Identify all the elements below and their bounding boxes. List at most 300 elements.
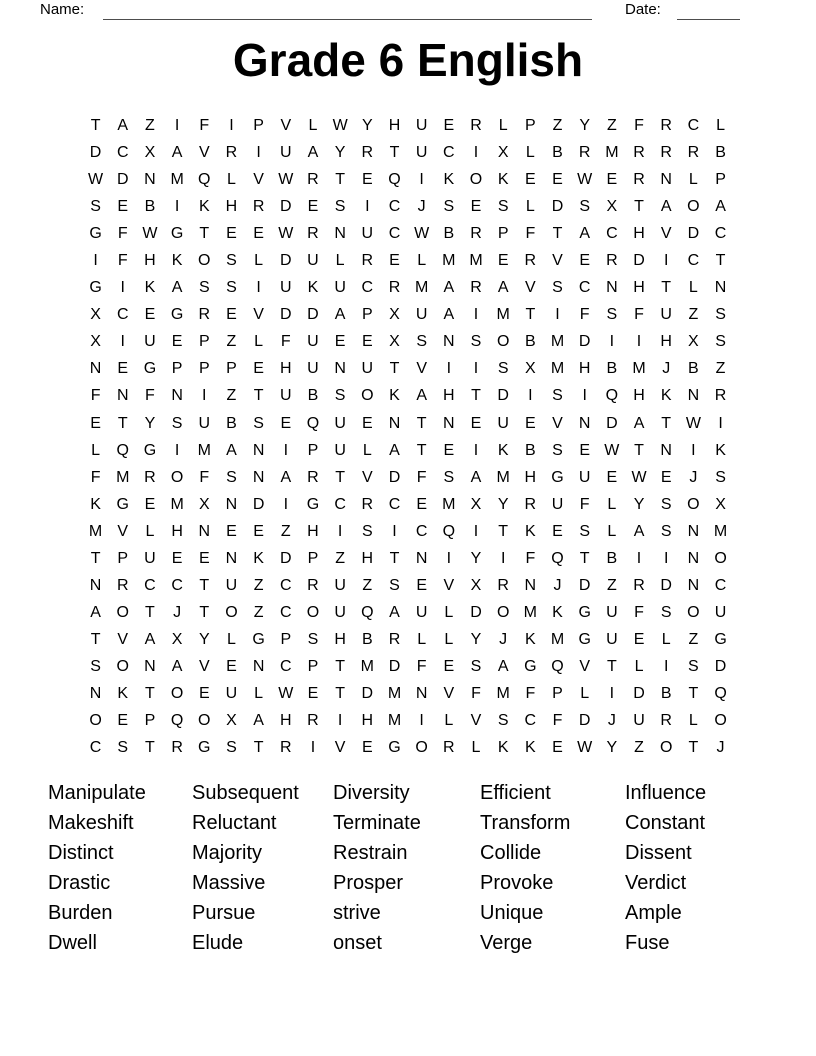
grid-cell: L <box>525 198 535 216</box>
grid-cell: Z <box>362 576 373 594</box>
grid-cell: D <box>388 468 401 486</box>
grid-cell: A <box>633 414 645 432</box>
grid-cell: T <box>498 522 509 540</box>
grid-cell: V <box>443 576 455 594</box>
grid-cell: U <box>307 360 319 378</box>
grid-cell: F <box>471 684 481 702</box>
grid-cell: P <box>280 630 292 648</box>
grid-cell: T <box>199 576 210 594</box>
grid-cell: F <box>117 225 128 243</box>
grid-cell: K <box>198 198 210 216</box>
grid-cell: H <box>144 252 156 270</box>
grid-cell: O <box>496 603 510 621</box>
grid-cell: T <box>253 387 264 405</box>
grid-cell: R <box>144 468 156 486</box>
grid-cell: K <box>171 252 183 270</box>
grid-cell: D <box>633 684 645 702</box>
grid-cell: A <box>660 198 672 216</box>
grid-cell: I <box>663 252 669 270</box>
grid-cell: A <box>579 225 591 243</box>
grid-cell: T <box>90 549 101 567</box>
grid-cell: D <box>280 306 292 324</box>
grid-cell: W <box>88 171 104 189</box>
grid-cell: V <box>198 657 210 675</box>
grid-cell: I <box>93 252 98 270</box>
grid-row <box>82 220 734 247</box>
grid-cell: G <box>170 306 184 324</box>
grid-cell: M <box>496 684 510 702</box>
grid-cell: S <box>606 306 618 324</box>
grid-cell: W <box>332 117 348 134</box>
word-bank-item: Collide <box>480 841 542 864</box>
grid-cell: U <box>144 549 156 567</box>
grid-cell: M <box>605 144 619 162</box>
grid-cell: H <box>388 117 401 134</box>
grid-cell: N <box>660 171 672 189</box>
grid-cell: L <box>226 630 236 648</box>
grid-cell: V <box>334 739 346 757</box>
grid-cell: T <box>715 252 726 270</box>
grid-cell: C <box>388 198 401 216</box>
grid-cell: M <box>713 522 728 540</box>
grid-cell: X <box>470 495 482 513</box>
grid-cell: L <box>254 252 264 270</box>
grid-cell: L <box>444 630 454 648</box>
grid-cell: A <box>334 306 346 324</box>
grid-cell: A <box>715 198 726 216</box>
grid-cell: A <box>389 441 400 459</box>
grid-cell: A <box>171 657 183 675</box>
grid-cell: L <box>688 279 698 297</box>
grid-cell: F <box>579 306 590 324</box>
grid-cell: I <box>718 414 723 432</box>
grid-cell: E <box>579 252 591 270</box>
grid-cell: R <box>470 225 482 243</box>
grid-cell: A <box>171 144 183 162</box>
grid-cell: L <box>580 684 590 702</box>
grid-cell: P <box>226 360 237 378</box>
grid-row <box>82 734 734 761</box>
grid-cell: I <box>663 657 669 675</box>
grid-cell: C <box>578 279 591 297</box>
grid-cell: I <box>446 549 452 567</box>
grid-cell: F <box>416 468 427 486</box>
grid-cell: R <box>660 117 672 134</box>
grid-cell: W <box>278 171 294 189</box>
grid-cell: G <box>143 360 157 378</box>
grid-cell: N <box>89 684 102 702</box>
grid-cell: N <box>89 576 102 594</box>
grid-cell: C <box>144 576 156 594</box>
grid-cell: C <box>415 522 428 540</box>
grid-cell: N <box>415 549 428 567</box>
grid-cell: Z <box>715 360 726 378</box>
grid-cell: U <box>361 225 374 243</box>
grid-cell: E <box>361 171 373 189</box>
grid-cell: U <box>198 414 211 432</box>
grid-cell: W <box>142 225 158 243</box>
grid-cell: S <box>497 360 509 378</box>
grid-cell: E <box>198 684 210 702</box>
grid-cell: U <box>280 144 292 162</box>
grid-cell: H <box>280 360 292 378</box>
grid-cell: D <box>252 495 265 513</box>
grid-cell: R <box>524 252 537 270</box>
grid-cell: D <box>280 198 292 216</box>
grid-cell: T <box>335 657 346 675</box>
grid-cell: U <box>280 387 292 405</box>
grid-cell: E <box>117 712 129 730</box>
grid-cell: M <box>414 279 429 297</box>
grid-row <box>82 545 734 572</box>
grid-cell: H <box>578 360 591 378</box>
grid-cell: E <box>525 414 536 432</box>
grid-cell: U <box>415 144 428 162</box>
grid-cell: S <box>334 387 346 405</box>
grid-cell: N <box>687 522 700 540</box>
grid-cell: E <box>443 657 455 675</box>
grid-cell: F <box>634 306 644 324</box>
grid-cell: M <box>387 684 402 702</box>
grid-cell: H <box>225 198 238 216</box>
grid-cell: E <box>470 414 482 432</box>
grid-cell: G <box>170 225 184 243</box>
grid-cell: K <box>497 441 509 459</box>
word-bank-item: Restrain <box>333 841 408 864</box>
grid-cell: S <box>552 441 563 459</box>
grid-cell: S <box>334 198 346 216</box>
grid-cell: Y <box>633 495 645 513</box>
grid-cell: N <box>252 657 265 675</box>
grid-cell: L <box>634 657 644 675</box>
grid-cell: S <box>715 333 726 351</box>
grid-cell: E <box>334 333 346 351</box>
grid-cell: T <box>335 684 346 702</box>
grid-cell: S <box>117 739 129 757</box>
grid-cell: P <box>497 225 509 243</box>
grid-cell: E <box>389 252 400 270</box>
grid-cell: N <box>524 576 537 594</box>
grid-cell: P <box>715 171 726 189</box>
grid-cell: R <box>633 144 645 162</box>
grid-cell: N <box>334 360 346 378</box>
grid-cell: Y <box>361 117 373 134</box>
word-bank-item: Verge <box>480 931 533 954</box>
grid-cell: X <box>470 576 482 594</box>
grid-cell: U <box>334 279 346 297</box>
grid-cell: R <box>198 306 211 324</box>
grid-cell: X <box>715 495 726 513</box>
grid-cell: U <box>334 603 346 621</box>
grid-cell: X <box>198 495 210 513</box>
grid-cell: I <box>392 522 397 540</box>
grid-cell: Y <box>334 144 346 162</box>
grid-cell: Q <box>116 441 129 459</box>
grid-cell: Z <box>634 739 644 757</box>
grid-cell: M <box>442 495 456 513</box>
grid-cell: P <box>361 306 373 324</box>
grid-cell: E <box>497 252 509 270</box>
grid-cell: R <box>307 576 319 594</box>
grid-cell: P <box>171 360 183 378</box>
grid-cell: H <box>361 549 374 567</box>
grid-cell: U <box>633 712 645 730</box>
grid-cell: C <box>280 576 292 594</box>
grid-cell: I <box>337 712 343 730</box>
grid-cell: D <box>606 414 618 432</box>
word-bank-item: Diversity <box>333 782 410 804</box>
grid-cell: U <box>225 684 238 702</box>
grid-cell: B <box>688 360 699 378</box>
grid-cell: O <box>469 171 483 189</box>
grid-cell: J <box>499 630 508 648</box>
grid-cell: N <box>443 414 455 432</box>
grid-row <box>82 193 734 220</box>
grid-cell: U <box>307 333 319 351</box>
grid-cell: D <box>497 387 509 405</box>
grid-cell: J <box>607 712 616 730</box>
grid-cell: N <box>225 495 238 513</box>
grid-cell: Y <box>606 739 618 757</box>
grid-cell: G <box>578 630 591 648</box>
grid-cell: L <box>498 117 508 134</box>
grid-row <box>82 437 734 464</box>
grid-cell: J <box>417 198 426 216</box>
grid-cell: X <box>389 333 400 351</box>
grid-cell: A <box>253 712 264 730</box>
grid-cell: G <box>116 495 129 513</box>
grid-cell: N <box>443 333 455 351</box>
word-bank-column <box>48 779 192 958</box>
grid-cell: D <box>116 171 129 189</box>
grid-cell: Q <box>442 522 456 540</box>
grid-cell: V <box>416 360 427 378</box>
grid-cell: W <box>577 739 593 757</box>
grid-cell: S <box>579 198 591 216</box>
grid-cell: E <box>443 441 455 459</box>
word-bank-item: Ample <box>625 901 682 924</box>
grid-cell: A <box>226 441 237 459</box>
grid-cell: Z <box>688 630 699 648</box>
grid-cell: A <box>443 306 455 324</box>
grid-cell: E <box>443 117 455 134</box>
word-bank-item: Elude <box>192 931 244 954</box>
grid-cell: R <box>307 225 319 243</box>
grid-cell: U <box>415 306 428 324</box>
grid-cell: E <box>117 360 129 378</box>
grid-cell: Z <box>253 603 264 621</box>
grid-cell: V <box>552 252 563 270</box>
word-bank-item: Transform <box>480 811 571 834</box>
grid-cell: U <box>714 603 727 621</box>
grid-cell: Q <box>198 171 211 189</box>
word-bank-item: Burden <box>48 901 113 924</box>
grid-cell: M <box>550 630 565 648</box>
grid-cell: Z <box>253 576 264 594</box>
grid-cell: J <box>716 739 725 757</box>
word-bank-item: Subsequent <box>192 782 299 804</box>
grid-cell: N <box>687 387 700 405</box>
grid-cell: M <box>170 171 184 189</box>
grid-row <box>82 491 734 518</box>
grid-cell: U <box>497 414 509 432</box>
grid-cell: J <box>173 603 182 621</box>
grid-cell: B <box>660 684 672 702</box>
grid-cell: T <box>579 549 590 567</box>
grid-cell: I <box>636 333 642 351</box>
grid-cell: C <box>388 495 401 513</box>
grid-row <box>82 382 734 409</box>
grid-cell: F <box>117 252 128 270</box>
grid-cell: Y <box>579 117 591 134</box>
grid-cell: T <box>145 684 155 702</box>
grid-cell: N <box>334 225 346 243</box>
grid-cell: L <box>226 171 236 189</box>
grid-cell: I <box>500 549 506 567</box>
grid-cell: E <box>226 306 237 324</box>
grid-cell: O <box>361 387 374 405</box>
grid-cell: R <box>524 495 537 513</box>
grid-cell: S <box>361 522 373 540</box>
grid-cell: L <box>607 522 617 540</box>
word-bank-item: Efficient <box>480 782 551 804</box>
grid-cell: C <box>443 144 455 162</box>
grid-cell: F <box>634 603 644 621</box>
grid-cell: R <box>361 252 374 270</box>
grid-cell: T <box>389 549 400 567</box>
word-bank-item: Dissent <box>625 841 692 864</box>
grid-cell: N <box>225 549 238 567</box>
word-bank-column <box>480 779 625 958</box>
grid-cell: D <box>551 198 564 216</box>
grid-cell: T <box>416 414 427 432</box>
grid-cell: V <box>470 712 482 730</box>
grid-cell: S <box>660 603 672 621</box>
grid-cell: I <box>663 549 669 567</box>
grid-cell: I <box>229 117 234 134</box>
grid-cell: D <box>280 549 292 567</box>
grid-cell: E <box>416 495 427 513</box>
grid-cell: F <box>199 117 210 134</box>
grid-cell: L <box>91 441 101 459</box>
grid-cell: X <box>144 144 156 162</box>
grid-cell: D <box>361 684 374 702</box>
grid-cell: Q <box>361 603 374 621</box>
grid-cell: S <box>470 657 482 675</box>
word-bank-item: Prosper <box>333 871 404 894</box>
grid-cell: V <box>552 414 563 432</box>
grid-cell: I <box>473 306 479 324</box>
grid-cell: P <box>198 333 210 351</box>
grid-cell: N <box>660 441 672 459</box>
grid-cell: K <box>253 549 264 567</box>
grid-cell: D <box>307 306 319 324</box>
grid-cell: I <box>446 360 452 378</box>
grid-cell: E <box>144 495 156 513</box>
grid-cell: F <box>634 117 644 134</box>
grid-row <box>82 464 734 491</box>
grid-cell: T <box>117 414 128 432</box>
grid-cell: M <box>469 252 483 270</box>
grid-cell: U <box>361 360 374 378</box>
grid-cell: E <box>117 198 129 216</box>
grid-cell: Z <box>145 117 155 134</box>
grid-cell: M <box>197 441 211 459</box>
grid-cell: E <box>552 171 563 189</box>
grid-cell: E <box>552 739 563 757</box>
grid-cell: A <box>307 144 319 162</box>
grid-cell: C <box>116 306 129 324</box>
grid-cell: E <box>361 414 373 432</box>
grid-cell: M <box>88 522 103 540</box>
grid-cell: I <box>609 333 615 351</box>
grid-cell: M <box>116 468 130 486</box>
grid-cell: O <box>198 252 211 270</box>
grid-cell: E <box>606 171 618 189</box>
grid-cell: Z <box>280 522 291 540</box>
grid-cell: E <box>606 468 618 486</box>
grid-cell: E <box>198 549 210 567</box>
grid-cell: N <box>252 468 265 486</box>
grid-cell: Q <box>605 387 619 405</box>
grid-cell: O <box>659 739 673 757</box>
grid-cell: O <box>116 603 129 621</box>
grid-cell: Y <box>198 630 210 648</box>
grid-cell: M <box>387 712 402 730</box>
grid-cell: E <box>361 739 373 757</box>
grid-cell: P <box>307 657 319 675</box>
grid-cell: R <box>578 144 591 162</box>
grid-cell: M <box>496 306 510 324</box>
grid-cell: X <box>688 333 699 351</box>
grid-cell: N <box>687 576 700 594</box>
grid-cell: G <box>578 603 591 621</box>
worksheet-header <box>0 0 816 26</box>
grid-cell: I <box>419 171 424 189</box>
grid-row <box>82 707 734 734</box>
grid-cell: M <box>632 360 646 378</box>
grid-cell: R <box>497 576 509 594</box>
grid-cell: L <box>145 522 155 540</box>
grid-cell: E <box>253 360 264 378</box>
grid-cell: I <box>419 712 424 730</box>
grid-row <box>82 112 734 139</box>
grid-cell: H <box>171 522 183 540</box>
grid-row <box>82 355 734 382</box>
grid-cell: R <box>660 712 672 730</box>
grid-cell: N <box>388 414 401 432</box>
grid-cell: Z <box>226 387 237 405</box>
grid-cell: O <box>415 739 428 757</box>
grid-cell: I <box>555 306 560 324</box>
grid-cell: R <box>361 144 374 162</box>
grid-cell: A <box>470 468 482 486</box>
grid-row <box>82 518 734 545</box>
grid-cell: S <box>552 279 563 297</box>
grid-cell: Z <box>335 549 346 567</box>
grid-row <box>82 653 734 680</box>
grid-cell: S <box>90 198 101 216</box>
word-bank-item: Dwell <box>48 931 97 954</box>
grid-cell: R <box>307 712 319 730</box>
grid-cell: R <box>171 739 183 757</box>
word-search-grid <box>82 112 734 761</box>
grid-cell: X <box>90 333 101 351</box>
grid-cell: I <box>256 144 261 162</box>
grid-cell: L <box>335 252 345 270</box>
grid-cell: T <box>634 198 644 216</box>
grid-cell: I <box>202 387 207 405</box>
